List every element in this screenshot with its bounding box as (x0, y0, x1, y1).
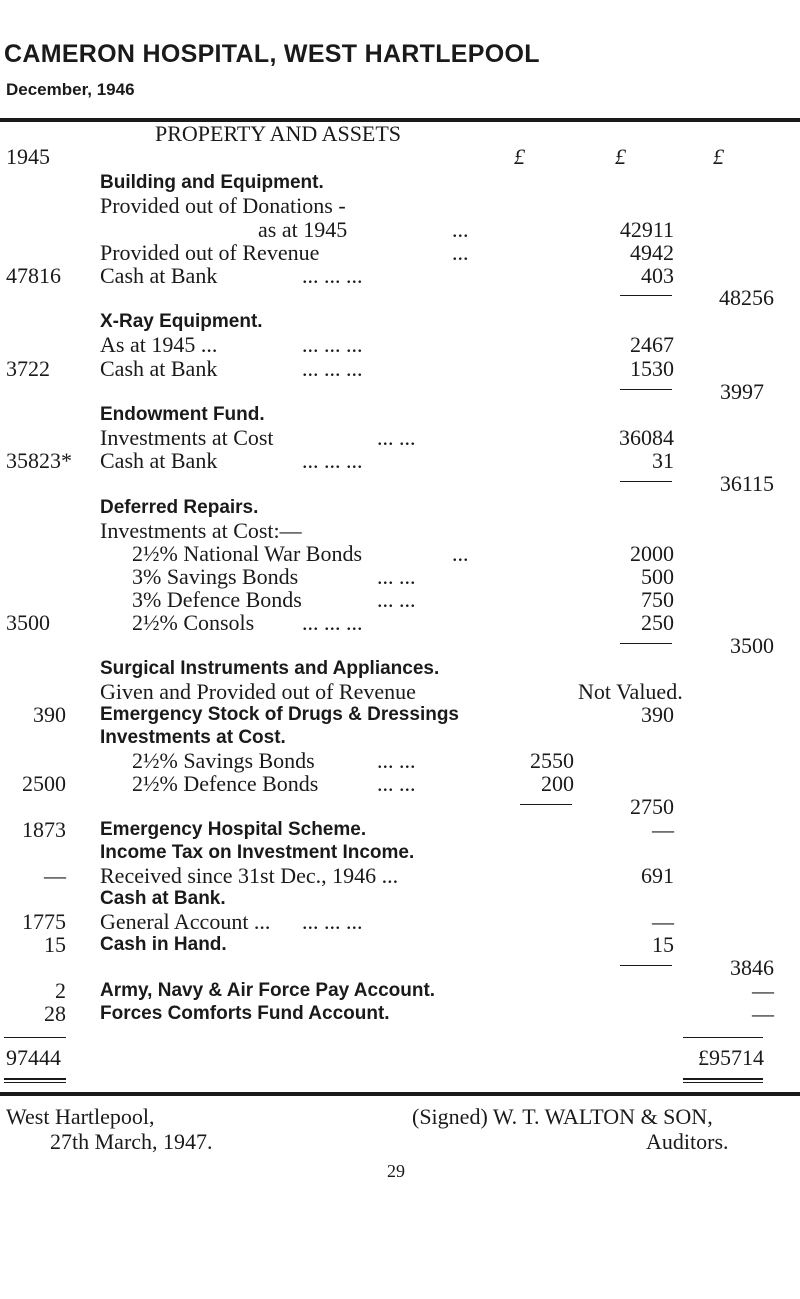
endowment-inv-value: 36084 (619, 425, 674, 450)
footer-place: West Hartlepool, (6, 1104, 155, 1129)
dots: ... ... (377, 771, 416, 796)
prior-year-value: 2 (55, 978, 66, 1003)
ehs-title: Emergency Hospital Scheme. (100, 819, 367, 840)
xray-total: 3997 (720, 379, 764, 404)
xray-asat-value: 2467 (630, 332, 674, 357)
deferred-title: Deferred Repairs. (100, 497, 259, 518)
prior-year-total: 97444 (6, 1045, 61, 1070)
surgical-title: Surgical Instruments and Appliances. (100, 658, 440, 679)
deferred-war-label: 2½% National War Bonds (132, 541, 363, 566)
building-cash-label: Cash at Bank (100, 263, 218, 288)
total-double-rule-left-2 (4, 1082, 66, 1083)
building-donations-value: 42911 (619, 217, 674, 242)
endowment-cash-label: Cash at Bank (100, 448, 218, 473)
prior-year-heading: 1945 (6, 144, 50, 169)
surgical-not-valued: Not Valued. (578, 679, 683, 704)
dots: ... ... ... (302, 356, 363, 381)
prior-year-value: 390 (33, 702, 66, 727)
footer-date: 27th March, 1947. (50, 1129, 213, 1154)
deferred-inv-label: Investments at Cost:— (100, 518, 302, 543)
cash-hand-label: Cash in Hand. (100, 934, 227, 955)
page-title: CAMERON HOSPITAL, WEST HARTLEPOOL (4, 40, 540, 68)
dots: ... ... (377, 748, 416, 773)
pound-heading-1: £ (514, 144, 525, 169)
dots: ... (452, 240, 469, 265)
dots: ... ... (377, 425, 416, 450)
prior-year-value: — (44, 863, 66, 888)
investments-savings-label: 2½% Savings Bonds (132, 748, 315, 773)
total-double-rule-right-2 (683, 1082, 763, 1083)
dots: ... ... ... (302, 332, 363, 357)
investments-title: Investments at Cost. (100, 727, 286, 748)
prior-year-value: 47816 (6, 263, 61, 288)
endowment-total: 36115 (719, 471, 774, 496)
deferred-savings-label: 3% Savings Bonds (132, 564, 299, 589)
building-donations-line2: as at 1945 (258, 217, 348, 242)
cash-general-value: — (652, 909, 674, 934)
section-heading: PROPERTY AND ASSETS (155, 121, 402, 146)
prior-year-value: 28 (44, 1001, 66, 1026)
ehs-value: — (652, 817, 674, 842)
page-date: December, 1946 (6, 80, 135, 99)
deferred-consols-value: 250 (641, 610, 674, 635)
total-rule-right (683, 1037, 763, 1038)
building-donations-line1: Provided out of Donations - (100, 193, 346, 218)
footer-rule (0, 1092, 800, 1096)
building-total: 48256 (719, 285, 774, 310)
prior-year-value: 3722 (6, 356, 50, 381)
surgical-given-label: Given and Provided out of Revenue (100, 679, 416, 704)
building-revenue-value: 4942 (630, 240, 674, 265)
emergency-stock-title: Emergency Stock of Drugs & Dressings (100, 704, 459, 725)
dots: ... ... ... (302, 448, 363, 473)
total-double-rule-left-1 (4, 1078, 66, 1080)
endowment-cash-value: 31 (652, 448, 674, 473)
investments-total: 2750 (630, 794, 674, 819)
cash-general-label: General Account ... (100, 909, 271, 934)
endowment-title: Endowment Fund. (100, 404, 265, 425)
dots: ... ... ... (302, 610, 363, 635)
current-total: £95714 (698, 1045, 764, 1070)
army-title: Army, Navy & Air Force Pay Account. (100, 980, 436, 1001)
deferred-defence-label: 3% Defence Bonds (132, 587, 302, 612)
emergency-stock-value: 390 (641, 702, 674, 727)
prior-year-value: 15 (44, 932, 66, 957)
investments-defence-label: 2½% Defence Bonds (132, 771, 319, 796)
building-cash-value: 403 (641, 263, 674, 288)
footer-role: Auditors. (646, 1129, 729, 1154)
forces-value: — (752, 1001, 774, 1026)
cash-title: Cash at Bank. (100, 888, 226, 909)
xray-cash-value: 1530 (630, 356, 674, 381)
building-title: Building and Equipment. (100, 172, 324, 193)
total-double-rule-right-1 (683, 1078, 763, 1080)
prior-year-value: 2500 (22, 771, 66, 796)
dots: ... ... (377, 564, 416, 589)
xray-title: X-Ray Equipment. (100, 311, 263, 332)
investments-savings-value: 2550 (530, 748, 574, 773)
pound-heading-2: £ (615, 144, 626, 169)
total-rule-left (4, 1037, 66, 1038)
cash-total: 3846 (730, 955, 774, 980)
dots: ... ... (377, 587, 416, 612)
pound-heading-3: £ (713, 144, 724, 169)
investments-defence-value: 200 (541, 771, 574, 796)
xray-asat-label: As at 1945 ... (100, 332, 218, 357)
prior-year-value: 1873 (22, 817, 66, 842)
page-number: 29 (387, 1161, 405, 1181)
army-value: — (752, 978, 774, 1003)
xray-cash-label: Cash at Bank (100, 356, 218, 381)
income-tax-title: Income Tax on Investment Income. (100, 842, 415, 863)
prior-year-value: 3500 (6, 610, 50, 635)
dots: ... (452, 217, 469, 242)
dots: ... (452, 541, 469, 566)
cash-hand-value: 15 (652, 932, 674, 957)
dots: ... ... ... (302, 909, 363, 934)
prior-year-value: 35823* (6, 448, 72, 473)
endowment-inv-label: Investments at Cost (100, 425, 274, 450)
deferred-savings-value: 500 (641, 564, 674, 589)
deferred-war-value: 2000 (630, 541, 674, 566)
income-tax-value: 691 (641, 863, 674, 888)
deferred-total: 3500 (730, 633, 774, 658)
building-revenue-label: Provided out of Revenue (100, 240, 320, 265)
deferred-consols-label: 2½% Consols (132, 610, 255, 635)
deferred-defence-value: 750 (641, 587, 674, 612)
forces-title: Forces Comforts Fund Account. (100, 1003, 390, 1024)
prior-year-value: 1775 (22, 909, 66, 934)
income-tax-received-label: Received since 31st Dec., 1946 ... (100, 863, 399, 888)
footer-signed: (Signed) W. T. WALTON & SON, (412, 1104, 713, 1129)
dots: ... ... ... (302, 263, 363, 288)
